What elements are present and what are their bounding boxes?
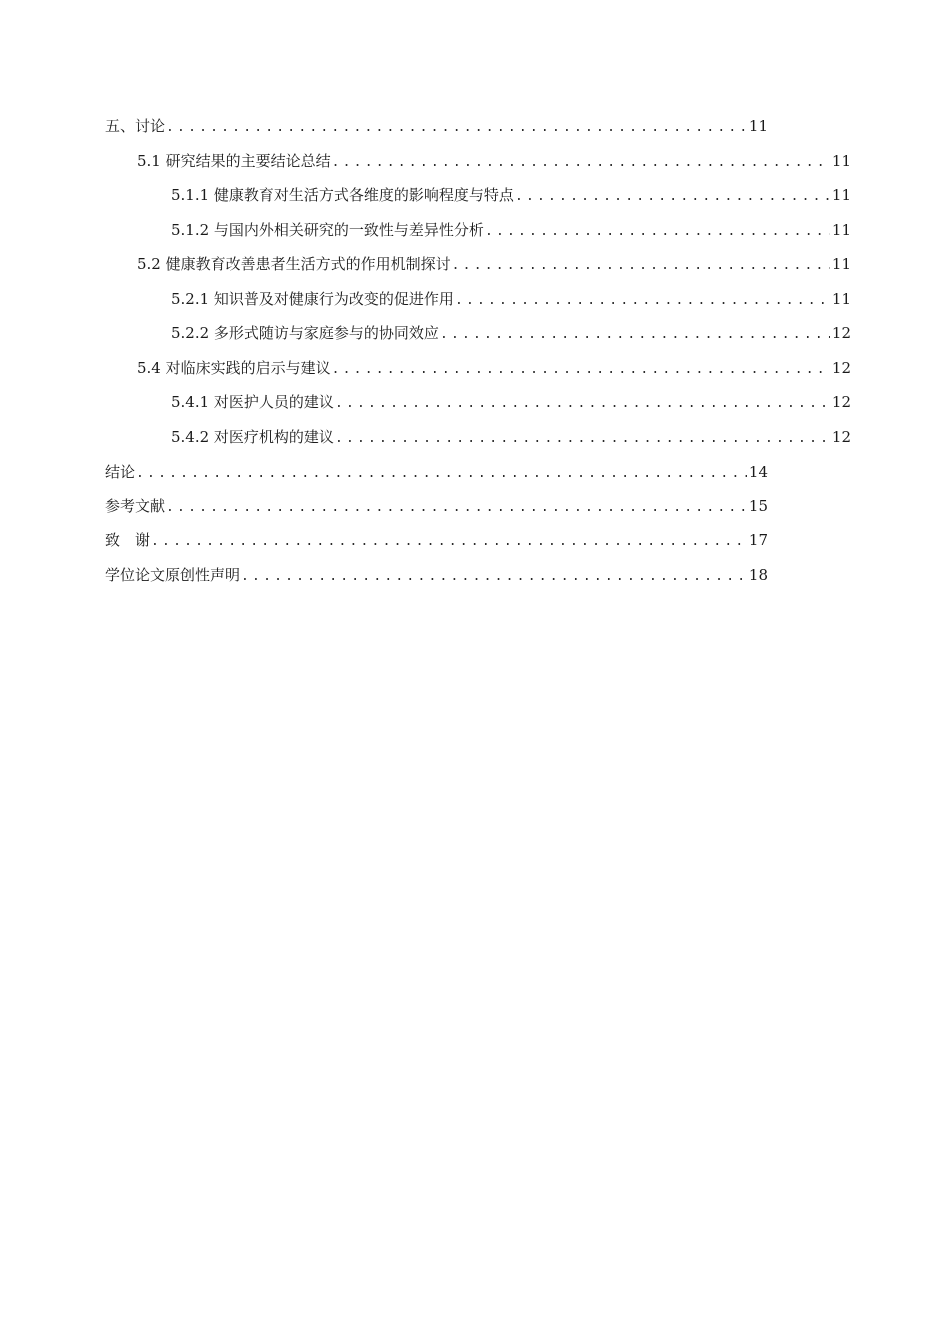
dot-leader xyxy=(151,527,747,557)
toc-entry-label: 5.4.1 对医护人员的建议 xyxy=(171,393,334,411)
toc-entry-label: 五、讨论 xyxy=(105,117,166,135)
toc-entry-label: 5.2 健康教育改善患者生活方式的作用机制探讨 xyxy=(137,255,451,273)
dot-leader xyxy=(455,286,830,316)
toc-entry-references[interactable] xyxy=(105,491,768,521)
dot-leader xyxy=(335,389,830,419)
dot-leader xyxy=(136,459,747,489)
toc-entry-label: 参考文献 xyxy=(105,497,166,515)
dot-leader xyxy=(485,217,830,247)
toc-entry-page: 17 xyxy=(748,531,768,549)
toc-entry-page: 12 xyxy=(831,393,851,411)
toc-entry-page: 14 xyxy=(748,463,768,481)
toc-entry-label: 致 谢 xyxy=(105,531,151,549)
dot-leader xyxy=(241,562,747,592)
dot-leader xyxy=(332,355,830,385)
toc-entry-5-2-2[interactable] xyxy=(171,318,851,348)
dot-leader xyxy=(166,113,747,143)
dot-leader xyxy=(515,182,830,212)
dot-leader xyxy=(440,320,830,350)
toc-entry-label: 结论 xyxy=(105,463,136,481)
toc-entry-label: 学位论文原创性声明 xyxy=(105,566,241,584)
toc-entry-page: 11 xyxy=(831,221,851,239)
toc-entry-5-4-2[interactable] xyxy=(171,422,851,452)
toc-entry-page: 11 xyxy=(748,117,768,135)
toc-entry-label: 5.4.2 对医疗机构的建议 xyxy=(171,428,334,446)
toc-entry-5-1-2[interactable] xyxy=(171,215,851,245)
toc-entry-page: 15 xyxy=(748,497,768,515)
toc-entry-acknowledgements[interactable] xyxy=(105,525,768,555)
toc-entry-label: 5.1.2 与国内外相关研究的一致性与差异性分析 xyxy=(171,221,484,239)
toc-entry-label: 5.1.1 健康教育对生活方式各维度的影响程度与特点 xyxy=(171,186,514,204)
toc-entry-page: 11 xyxy=(831,152,851,170)
toc-entry-page: 11 xyxy=(831,186,851,204)
toc-entry-5-1-1[interactable] xyxy=(171,180,851,210)
toc-entry-page: 12 xyxy=(831,428,851,446)
toc-entry-conclusion[interactable] xyxy=(105,457,768,487)
dot-leader xyxy=(166,493,747,523)
toc-entry-5-4-1[interactable] xyxy=(171,387,851,417)
toc-entry-page: 12 xyxy=(831,359,851,377)
toc-entry-originality-statement[interactable] xyxy=(105,560,768,590)
toc-entry-5-2[interactable] xyxy=(137,249,851,279)
toc-entry-discussion[interactable] xyxy=(105,111,768,141)
toc-entry-page: 12 xyxy=(831,324,851,342)
toc-entry-5-1[interactable] xyxy=(137,146,851,176)
toc-entry-5-2-1[interactable] xyxy=(171,284,851,314)
toc-entry-5-4[interactable] xyxy=(137,353,851,383)
toc-entry-page: 11 xyxy=(831,290,851,308)
toc-entry-label: 5.4 对临床实践的启示与建议 xyxy=(137,359,331,377)
dot-leader xyxy=(335,424,830,454)
toc-entry-label: 5.2.2 多形式随访与家庭参与的协同效应 xyxy=(171,324,439,342)
dot-leader xyxy=(332,148,830,178)
toc-entry-label: 5.1 研究结果的主要结论总结 xyxy=(137,152,331,170)
toc-entry-label: 5.2.1 知识普及对健康行为改变的促进作用 xyxy=(171,290,454,308)
toc-entry-page: 11 xyxy=(831,255,851,273)
toc-entry-page: 18 xyxy=(748,566,768,584)
dot-leader xyxy=(452,251,830,281)
